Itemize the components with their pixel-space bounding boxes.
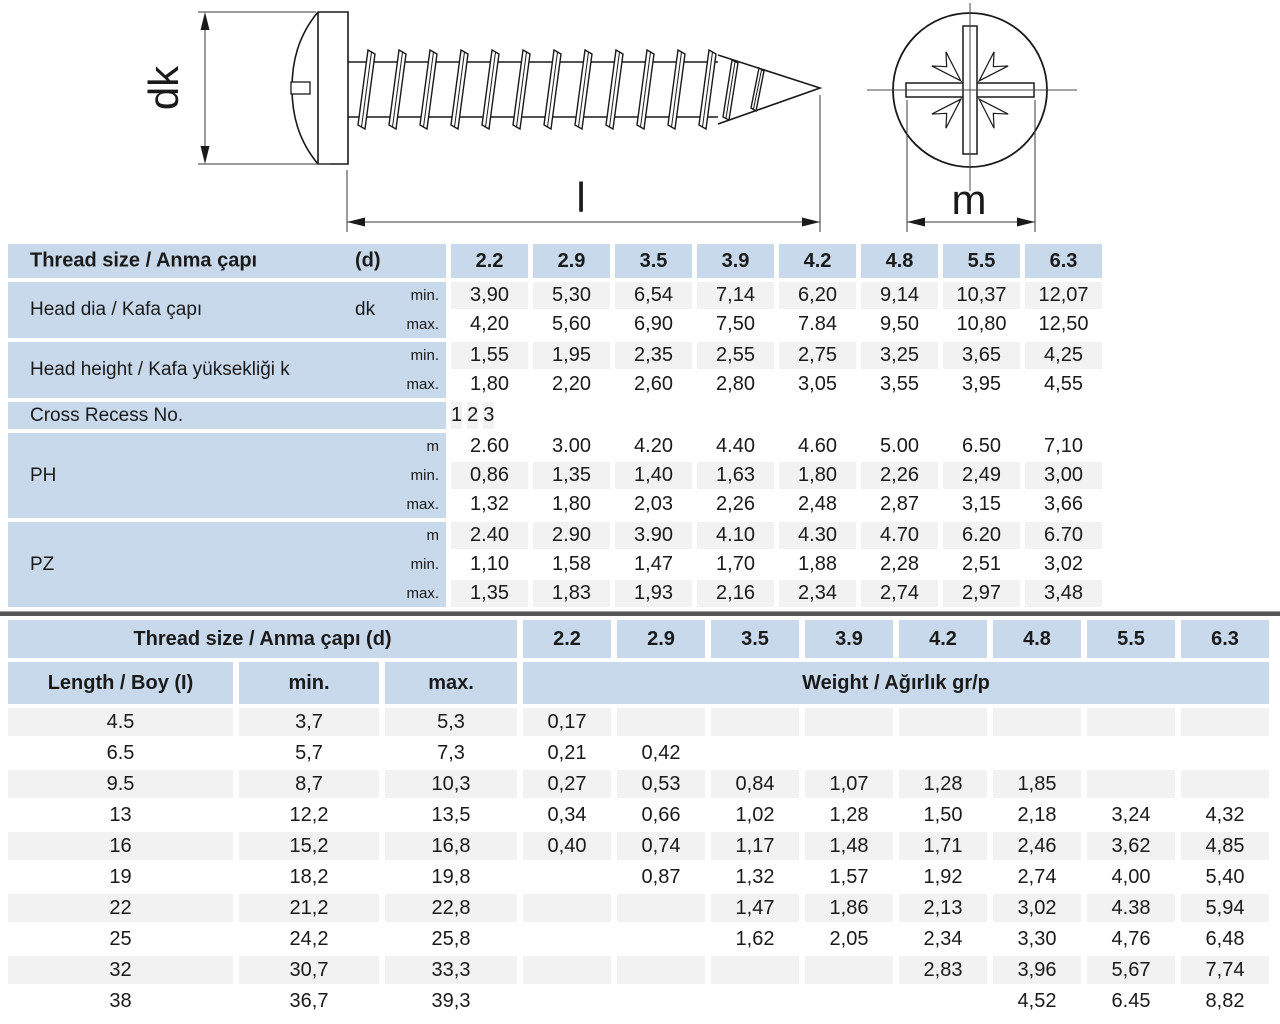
size-column-header: 3.9 [697,244,774,278]
weight-cell: 1,28 [805,801,893,829]
size-column-header: 4.8 [861,244,938,278]
weight-cell: 1,57 [805,863,893,891]
max-cell: 13,5 [385,801,517,829]
value-cell: 1,35 [451,580,528,607]
weight-cell [523,925,611,953]
table-row [451,491,1102,518]
table-row [451,522,1102,549]
value-cell: 0,86 [451,462,528,489]
table-row [451,311,1102,338]
table-row [451,402,494,429]
value-cell: 2,60 [615,371,692,398]
value-cell: 1,80 [533,491,610,518]
value-cell: 2,87 [861,491,938,518]
value-cell: 2,55 [697,342,774,369]
weight-cell: 3,30 [993,925,1081,953]
row-label-cell [8,282,446,338]
weight-cell: 4.38 [1087,894,1175,922]
weight-cell [1181,739,1269,767]
value-cell: 6,20 [779,282,856,309]
weight-cell [899,708,987,736]
value-cell: 1,55 [451,342,528,369]
value-cell: 7,14 [697,282,774,309]
weight-cell [617,925,705,953]
table-row [8,708,1280,736]
weight-cell [523,987,611,1015]
table-row [451,580,1102,607]
value-cell: 6,90 [615,311,692,338]
sub-label: min. [410,347,439,364]
value-cell: 6.20 [943,522,1020,549]
value-cell: 5.00 [861,433,938,460]
table-row [8,925,1280,953]
weight-cell [1181,770,1269,798]
row-symbol: dk [355,299,376,320]
value-cell: 2,97 [943,580,1020,607]
t2-header-title: Thread size / Anma çapı (d) [8,620,517,658]
row-label-cell [8,402,446,429]
value-cell: 4.70 [861,522,938,549]
weight-cell [805,956,893,984]
t1-group-data [451,433,1102,518]
weight-cell: 1,71 [899,832,987,860]
value-cell: 9,14 [861,282,938,309]
value-cell: 7.84 [779,311,856,338]
value-cell: 2.40 [451,522,528,549]
weight-cell: 4,00 [1087,863,1175,891]
weight-cell [523,894,611,922]
weight-cell: 5,40 [1181,863,1269,891]
weight-cell: 1,92 [899,863,987,891]
t1-group-row [8,402,1280,429]
value-cell: 1,10 [451,551,528,578]
weight-cell: 0,40 [523,832,611,860]
t1-header-label-cell [8,244,446,278]
t1-header-title: Thread size / Anma çapı [30,249,258,272]
value-cell: 3,48 [1025,580,1102,607]
weight-cell [805,708,893,736]
value-cell: 1,88 [779,551,856,578]
length-cell: 16 [8,832,233,860]
value-cell: 4,55 [1025,371,1102,398]
table-row [8,956,1280,984]
arrow-left-icon [347,218,365,227]
t1-group-row [8,342,1280,398]
size-column-header: 5.5 [1087,620,1175,658]
weight-cell [1087,770,1175,798]
value-cell: 2,75 [779,342,856,369]
value-cell: 7,10 [1025,433,1102,460]
value-cell: 5,30 [533,282,610,309]
weight-cell: 4,85 [1181,832,1269,860]
value-cell: 1,80 [779,462,856,489]
weight-cell: 2,34 [899,925,987,953]
value-cell: 4.60 [779,433,856,460]
table-row [8,987,1280,1015]
value-cell: 7,50 [697,311,774,338]
size-column-header: 5.5 [943,244,1020,278]
length-cell: 6.5 [8,739,233,767]
value-cell: 1,32 [451,491,528,518]
value-cell: 3,05 [779,371,856,398]
screw-top-view [867,3,1077,191]
value-cell: 1,63 [697,462,774,489]
sub-label: max. [406,376,439,393]
weight-cell [993,708,1081,736]
table-row [8,832,1280,860]
weight-cell: 0,74 [617,832,705,860]
t1-group-data [451,402,494,429]
weight-cell [805,739,893,767]
weight-cell: 1,02 [711,801,799,829]
t2-header-row-1 [8,620,1280,658]
max-cell: 5,3 [385,708,517,736]
length-cell: 38 [8,987,233,1015]
weight-cell: 1,47 [711,894,799,922]
size-column-header: 2.2 [451,244,528,278]
arrow-right-icon [802,218,820,227]
value-cell: 12,07 [1025,282,1102,309]
screw-technical-drawing [0,0,1280,244]
size-column-header: 3.5 [615,244,692,278]
weight-cell: 1,62 [711,925,799,953]
weight-cell: 1,86 [805,894,893,922]
weight-cell [899,739,987,767]
value-cell: 3.00 [533,433,610,460]
min-cell: 24,2 [239,925,379,953]
weight-table [0,620,1280,1015]
weight-cell: 8,82 [1181,987,1269,1015]
weight-cell: 0,84 [711,770,799,798]
value-cell: 6.50 [943,433,1020,460]
weight-cell: 1,50 [899,801,987,829]
min-cell: 36,7 [239,987,379,1015]
value-cell: 3,25 [861,342,938,369]
weight-cell: 7,74 [1181,956,1269,984]
max-cell: 19,8 [385,863,517,891]
table-row [451,462,1102,489]
weight-cell [899,987,987,1015]
sub-label: max. [406,585,439,602]
max-cell: 7,3 [385,739,517,767]
sub-label: min. [410,467,439,484]
value-cell: 1,40 [615,462,692,489]
weight-cell: 5,67 [1087,956,1175,984]
value-cell: 6.70 [1025,522,1102,549]
weight-cell: 0,21 [523,739,611,767]
table-row [451,282,1102,309]
weight-cell: 3,96 [993,956,1081,984]
weight-cell: 2,83 [899,956,987,984]
value-cell: 1,95 [533,342,610,369]
length-dim-label: l [576,174,586,221]
arrow-left-icon [907,218,925,227]
t1-header-symbol: (d) [355,249,381,272]
t1-group-row [8,433,1280,518]
length-cell: 9.5 [8,770,233,798]
value-cell: 3,55 [861,371,938,398]
row-label: PH [30,464,57,486]
size-column-header: 3.9 [805,620,893,658]
weight-cell: 2,18 [993,801,1081,829]
weight-cell [617,708,705,736]
min-column-header: min. [239,662,379,704]
min-cell: 15,2 [239,832,379,860]
weight-cell [1087,739,1175,767]
size-column-header: 6.3 [1181,620,1269,658]
size-column-header: 2.2 [523,620,611,658]
max-column-header: max. [385,662,517,704]
size-column-header: 2.9 [533,244,610,278]
weight-cell: 6.45 [1087,987,1175,1015]
max-cell: 22,8 [385,894,517,922]
value-cell: 2,48 [779,491,856,518]
recess-slot-profile [291,82,310,94]
value-cell: 3,15 [943,491,1020,518]
value-cell: 10,37 [943,282,1020,309]
weight-cell: 0,66 [617,801,705,829]
weight-cell: 2,46 [993,832,1081,860]
t1-header-row [8,244,1280,278]
weight-cell: 0,27 [523,770,611,798]
t1-group-data [451,342,1102,398]
weight-cell: 0,17 [523,708,611,736]
row-label-cell [8,433,446,518]
value-cell: 9,50 [861,311,938,338]
weight-cell [617,956,705,984]
weight-cell: 1,07 [805,770,893,798]
min-cell: 8,7 [239,770,379,798]
weight-cell: 4,76 [1087,925,1175,953]
table-row [8,770,1280,798]
value-cell: 12,50 [1025,311,1102,338]
value-cell: 10,80 [943,311,1020,338]
size-column-header: 4.8 [993,620,1081,658]
weight-cell [523,863,611,891]
weight-cell: 2,13 [899,894,987,922]
table-row [451,551,1102,578]
weight-cell: 3,02 [993,894,1081,922]
row-label-cell [8,522,446,607]
value-cell: 2,34 [779,580,856,607]
length-cell: 13 [8,801,233,829]
value-cell: 4.40 [697,433,774,460]
sub-label: max. [406,496,439,513]
length-cell: 25 [8,925,233,953]
value-cell: 1,35 [533,462,610,489]
sub-label-column [406,282,439,338]
weight-cell [1087,708,1175,736]
value-cell: 4.20 [615,433,692,460]
sub-label-column [406,342,439,398]
t1-group-row [8,522,1280,607]
size-column-header: 4.2 [899,620,987,658]
cross-recess-cell: 3 [483,402,494,429]
table-row [451,342,1102,369]
dimension-table [0,244,1280,607]
t2-header-row-2 [8,662,1280,704]
value-cell: 3,95 [943,371,1020,398]
value-cell: 1,80 [451,371,528,398]
weight-cell: 2,74 [993,863,1081,891]
min-cell: 21,2 [239,894,379,922]
weight-cell [617,894,705,922]
weight-cell: 2,05 [805,925,893,953]
sub-label-column [406,433,439,518]
table-row [8,863,1280,891]
table-row [8,894,1280,922]
value-cell: 4,25 [1025,342,1102,369]
min-cell: 5,7 [239,739,379,767]
min-cell: 30,7 [239,956,379,984]
min-cell: 12,2 [239,801,379,829]
weight-cell: 1,85 [993,770,1081,798]
weight-cell: 1,48 [805,832,893,860]
size-column-header: 2.9 [617,620,705,658]
value-cell: 1,70 [697,551,774,578]
row-label: PZ [30,553,55,575]
row-label: Cross Recess No. [30,404,184,426]
weight-cell: 1,32 [711,863,799,891]
value-cell: 6,54 [615,282,692,309]
table-row [451,371,1102,398]
screw-side-view [291,12,820,164]
value-cell: 1,47 [615,551,692,578]
head-dia-dim-label: dk [140,65,187,111]
value-cell: 2,16 [697,580,774,607]
min-cell: 18,2 [239,863,379,891]
value-cell: 2,26 [861,462,938,489]
value-cell: 2,26 [697,491,774,518]
weight-cell: 3,24 [1087,801,1175,829]
max-cell: 33,3 [385,956,517,984]
value-cell: 2,49 [943,462,1020,489]
sub-label: max. [406,316,439,333]
table-separator [0,611,1280,616]
weight-cell: 4,52 [993,987,1081,1015]
value-cell: 2,20 [533,371,610,398]
recess-width-dim-label: m [951,176,987,223]
weight-cell [523,956,611,984]
sub-label: min. [410,556,439,573]
weight-cell: 3,62 [1087,832,1175,860]
value-cell: 3,66 [1025,491,1102,518]
value-cell: 2,03 [615,491,692,518]
max-cell: 25,8 [385,925,517,953]
row-label: Head dia / Kafa çapı [30,299,203,320]
t1-group-data [451,522,1102,607]
length-cell: 4.5 [8,708,233,736]
sub-label: m [426,438,439,455]
max-cell: 16,8 [385,832,517,860]
length-column-header: Length / Boy (I) [8,662,233,704]
arrow-down-icon [201,146,210,164]
value-cell: 3,90 [451,282,528,309]
row-label-cell [8,342,446,398]
value-cell: 5,60 [533,311,610,338]
weight-cell: 0,34 [523,801,611,829]
sub-label: min. [410,287,439,304]
length-cell: 22 [8,894,233,922]
value-cell: 4.30 [779,522,856,549]
table-row [8,801,1280,829]
value-cell: 4,20 [451,311,528,338]
t1-group-data [451,282,1102,338]
max-cell: 10,3 [385,770,517,798]
weight-column-header: Weight / Ağırlık gr/p [523,662,1269,704]
weight-cell: 4,32 [1181,801,1269,829]
weight-cell: 1,28 [899,770,987,798]
arrow-right-icon [1017,218,1035,227]
t1-group-row [8,282,1280,338]
value-cell: 2,80 [697,371,774,398]
row-label: Head height / Kafa yüksekliği k [30,359,290,380]
weight-cell [711,987,799,1015]
weight-cell: 6,48 [1181,925,1269,953]
value-cell: 3.90 [615,522,692,549]
weight-cell: 1,17 [711,832,799,860]
weight-cell [711,708,799,736]
size-column-header: 6.3 [1025,244,1102,278]
value-cell: 2,35 [615,342,692,369]
value-cell: 2,74 [861,580,938,607]
table-row [8,739,1280,767]
sub-label-column [406,522,439,607]
value-cell: 2.90 [533,522,610,549]
value-cell: 4.10 [697,522,774,549]
value-cell: 1,58 [533,551,610,578]
cross-recess-cell: 1 [451,402,462,429]
value-cell: 1,83 [533,580,610,607]
weight-cell: 5,94 [1181,894,1269,922]
weight-cell: 0,42 [617,739,705,767]
value-cell: 1,93 [615,580,692,607]
weight-cell [993,739,1081,767]
length-cell: 19 [8,863,233,891]
arrow-up-icon [201,12,210,30]
min-cell: 3,7 [239,708,379,736]
value-cell: 3,02 [1025,551,1102,578]
weight-cell [1181,708,1269,736]
size-column-header: 3.5 [711,620,799,658]
value-cell: 2.60 [451,433,528,460]
weight-cell [805,987,893,1015]
cross-recess-cell: 2 [467,402,478,429]
weight-cell: 0,87 [617,863,705,891]
weight-cell [617,987,705,1015]
value-cell: 3,65 [943,342,1020,369]
max-cell: 39,3 [385,987,517,1015]
weight-cell [711,739,799,767]
size-column-header: 4.2 [779,244,856,278]
value-cell: 2,28 [861,551,938,578]
weight-cell [711,956,799,984]
length-cell: 32 [8,956,233,984]
value-cell: 3,00 [1025,462,1102,489]
weight-cell: 0,53 [617,770,705,798]
table-row [451,433,1102,460]
value-cell: 2,51 [943,551,1020,578]
sub-label: m [426,527,439,544]
